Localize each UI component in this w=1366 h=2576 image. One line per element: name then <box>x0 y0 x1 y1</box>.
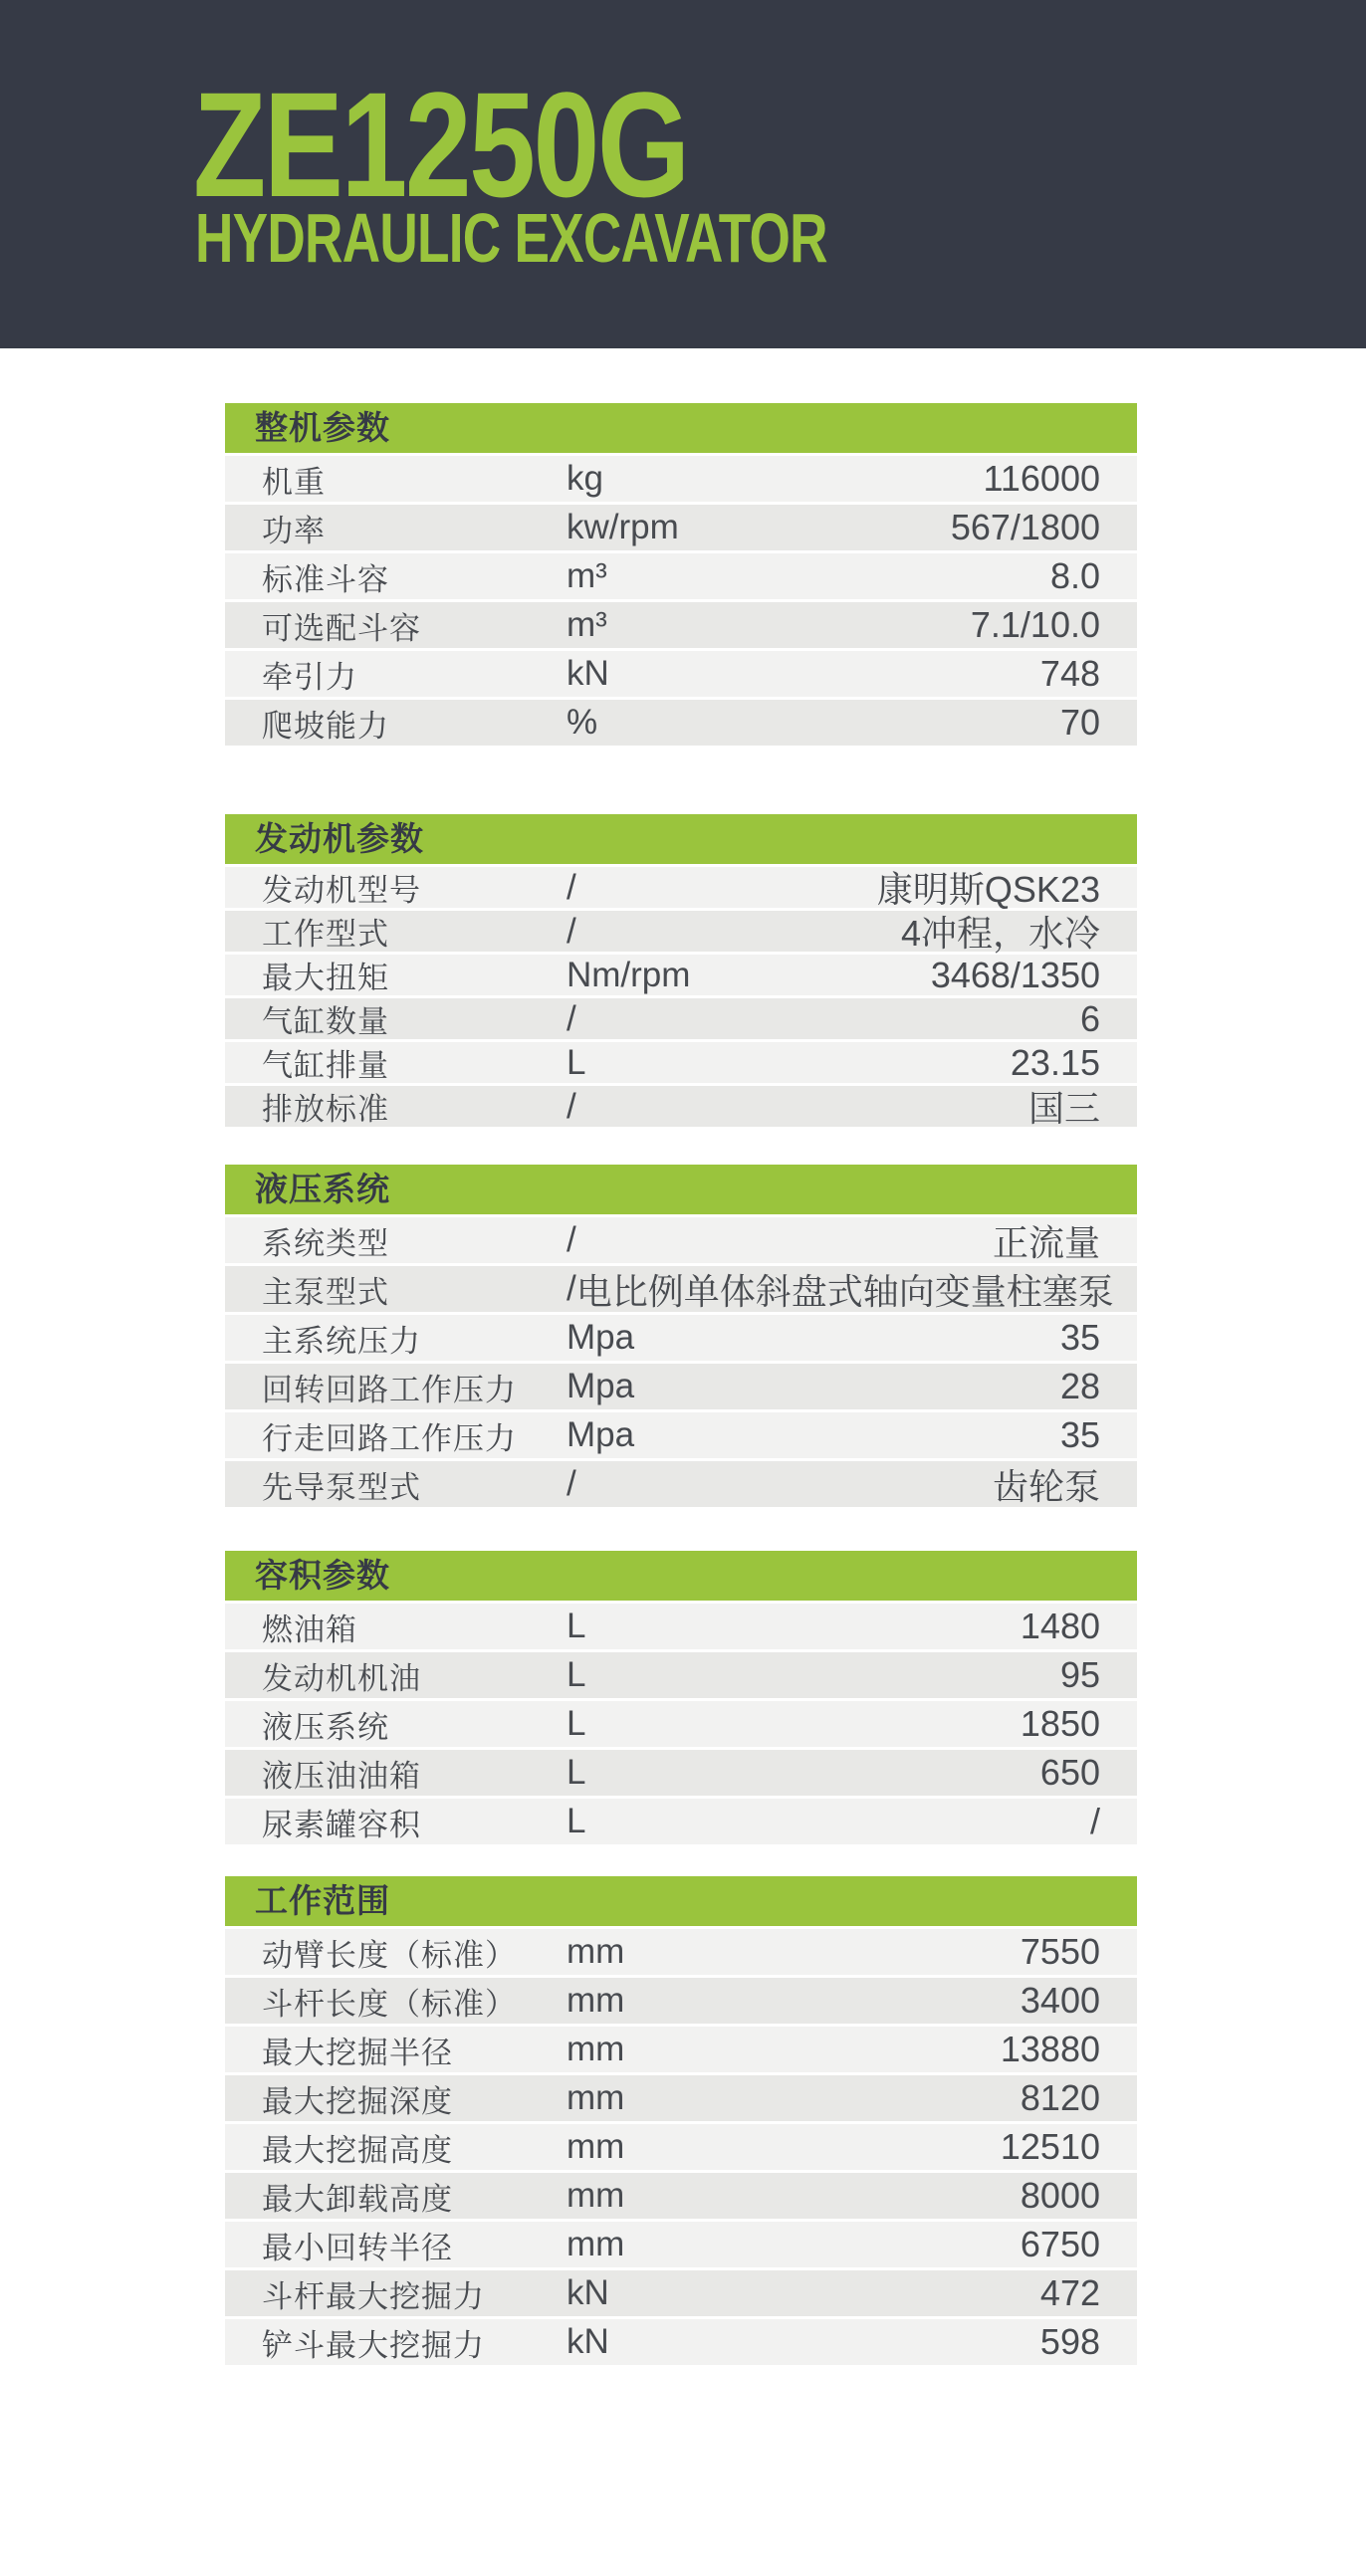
row-label: 燃油箱 <box>262 1611 357 1647</box>
table-row <box>225 1086 1137 1127</box>
page-header <box>0 0 1366 348</box>
table-row <box>225 1701 1137 1747</box>
row-value: 正流量 <box>992 1221 1100 1263</box>
row-unit: kw/rpm <box>567 508 679 546</box>
row-label: 气缸数量 <box>262 1004 389 1039</box>
row-value: / <box>1089 1801 1100 1841</box>
table-row <box>225 2222 1137 2267</box>
table-row <box>225 1042 1137 1083</box>
row-unit: mm <box>567 2225 625 2263</box>
row-unit: / <box>567 1269 576 1308</box>
row-value: 70 <box>1059 702 1100 743</box>
row-value: 8000 <box>1020 2175 1100 2216</box>
row-label: 斗杆长度（标准） <box>262 1986 517 2022</box>
table-row <box>225 700 1137 746</box>
row-value: 95 <box>1059 1654 1100 1695</box>
row-value: 28 <box>1059 1366 1100 1406</box>
table-row <box>225 2319 1137 2365</box>
row-unit: m³ <box>567 556 607 595</box>
row-label: 尿素罐容积 <box>262 1807 421 1842</box>
table-row <box>225 1217 1137 1263</box>
row-label: 主泵型式 <box>262 1274 389 1310</box>
row-value: 7550 <box>1020 1931 1100 1972</box>
table-row <box>225 505 1137 550</box>
row-value: 748 <box>1039 653 1100 694</box>
row-value: 3468/1350 <box>930 954 1100 995</box>
row-unit: Mpa <box>567 1318 635 1357</box>
row-unit: L <box>567 1607 586 1645</box>
table-row <box>225 1929 1137 1975</box>
table-engine-params <box>225 814 1137 1127</box>
table-row <box>225 998 1137 1039</box>
table-row <box>225 651 1137 697</box>
row-value: 35 <box>1059 1414 1100 1455</box>
row-label: 发动机型号 <box>262 873 421 908</box>
table-row <box>225 1750 1137 1796</box>
row-unit: / <box>567 867 576 907</box>
row-label: 液压油油箱 <box>262 1758 421 1794</box>
row-unit: kN <box>567 2322 609 2361</box>
row-unit: Mpa <box>567 1415 635 1454</box>
row-value: 国三 <box>1027 1088 1100 1129</box>
row-value: 567/1800 <box>950 507 1100 547</box>
row-value: 1480 <box>1020 1606 1100 1646</box>
row-value: 8.0 <box>1049 555 1100 596</box>
table-row <box>225 2124 1137 2170</box>
row-label: 斗杆最大挖掘力 <box>262 2278 485 2314</box>
row-value: 35 <box>1059 1317 1100 1358</box>
row-value: 23.15 <box>1010 1041 1100 1083</box>
row-label: 最大扭矩 <box>262 961 389 995</box>
row-unit: L <box>567 1704 586 1743</box>
table-volume-params-header: 容积参数 <box>225 1551 1137 1601</box>
row-unit: / <box>567 1220 576 1259</box>
row-value: 电比例单体斜盘式轴向变量柱塞泵 <box>575 1270 1114 1312</box>
row-unit: L <box>567 1802 586 1840</box>
row-label: 动臂长度（标准） <box>262 1937 517 1973</box>
table-row <box>225 955 1137 995</box>
row-value: 6 <box>1079 997 1100 1039</box>
table-row <box>225 911 1137 952</box>
row-label: 最大挖掘深度 <box>262 2083 453 2119</box>
row-unit: L <box>567 1042 586 1082</box>
row-label: 行走回路工作压力 <box>262 1420 517 1456</box>
table-row <box>225 1461 1137 1507</box>
table-overall-params-header: 整机参数 <box>225 403 1137 453</box>
row-value: 齿轮泵 <box>992 1465 1100 1507</box>
row-unit: L <box>567 1753 586 1792</box>
row-value: 472 <box>1039 2272 1100 2313</box>
row-value: 康明斯QSK23 <box>876 869 1100 910</box>
row-unit: / <box>567 911 576 951</box>
row-unit: kN <box>567 2273 609 2312</box>
row-label: 标准斗容 <box>262 561 389 597</box>
row-label: 最大挖掘高度 <box>262 2132 453 2168</box>
table-overall-params <box>225 403 1137 746</box>
row-label: 牵引力 <box>262 659 357 695</box>
table-row <box>225 1266 1137 1312</box>
table-row <box>225 2173 1137 2219</box>
table-hydraulic-system-header: 液压系统 <box>225 1165 1137 1214</box>
row-label: 功率 <box>262 513 326 548</box>
row-unit: / <box>567 1464 576 1503</box>
row-unit: Mpa <box>567 1367 635 1405</box>
row-label: 主系统压力 <box>262 1323 421 1359</box>
table-working-range <box>225 1876 1137 2365</box>
row-unit: % <box>567 703 598 742</box>
row-value: 598 <box>1039 2321 1100 2362</box>
row-unit: mm <box>567 2176 625 2215</box>
row-label: 先导泵型式 <box>262 1469 421 1505</box>
row-unit: mm <box>567 2127 625 2166</box>
table-row <box>225 553 1137 599</box>
row-value: 8120 <box>1020 2077 1100 2118</box>
row-label: 排放标准 <box>262 1092 389 1127</box>
row-unit: mm <box>567 1981 625 2020</box>
model-title: ZE1250G <box>193 61 688 228</box>
row-value: 7.1/10.0 <box>970 604 1100 645</box>
model-subtitle: HYDRAULIC EXCAVATOR <box>195 199 827 277</box>
table-engine-params-header: 发动机参数 <box>225 814 1137 864</box>
row-label: 发动机机油 <box>262 1660 421 1696</box>
row-label: 铲斗最大挖掘力 <box>262 2327 485 2363</box>
table-volume-params <box>225 1551 1137 1844</box>
row-label: 机重 <box>262 464 326 500</box>
table-row <box>225 1799 1137 1844</box>
table-row <box>225 2075 1137 2121</box>
row-label: 爬坡能力 <box>262 708 389 744</box>
row-value: 1850 <box>1020 1703 1100 1744</box>
row-value: 12510 <box>1000 2126 1100 2167</box>
row-unit: L <box>567 1655 586 1694</box>
row-label: 回转回路工作压力 <box>262 1372 517 1407</box>
table-row <box>225 1315 1137 1361</box>
row-unit: m³ <box>567 605 607 644</box>
row-label: 最大挖掘半径 <box>262 2035 453 2070</box>
row-label: 最大卸载高度 <box>262 2181 453 2217</box>
table-row <box>225 1978 1137 2024</box>
table-row <box>225 456 1137 502</box>
row-label: 工作型式 <box>262 917 389 952</box>
table-row <box>225 602 1137 648</box>
row-value: 13880 <box>1000 2029 1100 2069</box>
table-row <box>225 1364 1137 1409</box>
row-label: 气缸排量 <box>262 1048 389 1083</box>
row-label: 最小回转半径 <box>262 2230 453 2265</box>
table-hydraulic-system <box>225 1165 1137 1507</box>
row-unit: / <box>567 998 576 1038</box>
row-label: 液压系统 <box>262 1709 389 1745</box>
row-unit: / <box>567 1086 576 1126</box>
row-label: 系统类型 <box>262 1225 389 1261</box>
row-value: 4冲程，水冷 <box>900 913 1100 954</box>
table-working-range-header: 工作范围 <box>225 1876 1137 1926</box>
row-unit: Nm/rpm <box>567 955 691 994</box>
table-row <box>225 867 1137 908</box>
row-unit: mm <box>567 2030 625 2068</box>
table-row <box>225 1652 1137 1698</box>
table-row <box>225 1604 1137 1649</box>
row-unit: mm <box>567 1932 625 1971</box>
row-value: 3400 <box>1020 1980 1100 2021</box>
row-label: 可选配斗容 <box>262 610 421 646</box>
table-row <box>225 2027 1137 2072</box>
row-unit: kN <box>567 654 609 693</box>
row-unit: kg <box>567 459 603 498</box>
row-value: 650 <box>1039 1752 1100 1793</box>
row-unit: mm <box>567 2078 625 2117</box>
row-value: 116000 <box>983 458 1100 499</box>
row-value: 6750 <box>1020 2224 1100 2264</box>
table-row <box>225 2270 1137 2316</box>
table-row <box>225 1412 1137 1458</box>
